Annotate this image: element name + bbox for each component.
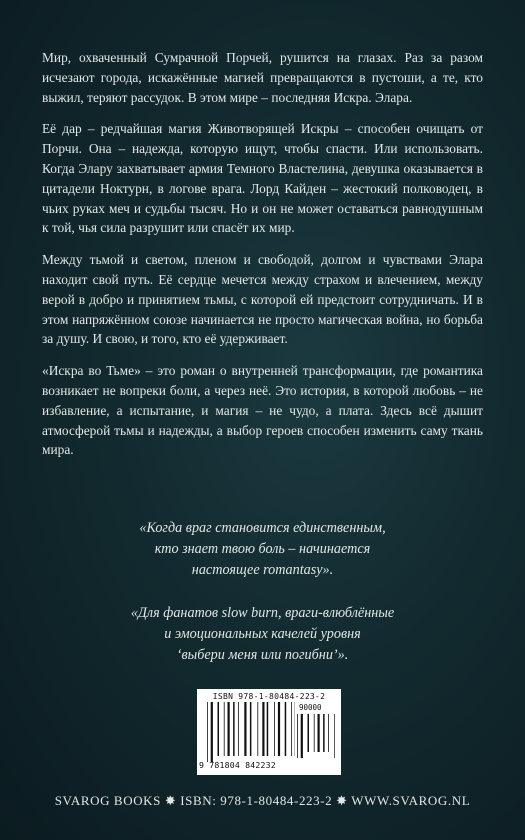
quote-2-line-3: ‘выбери меня или погибни’». [176, 647, 349, 663]
review-quotes [40, 518, 485, 688]
quote-2 [40, 603, 485, 666]
ean-digits: 9 781804 842232 [199, 760, 276, 770]
isbn-barcode [197, 689, 341, 775]
quote-2-line-2: и эмоциональных качелей уровня [164, 626, 361, 642]
description-paragraph-1: Мир, охваченный Сумрачной Порчей, рушится на глазах. Раз за разом исчезают города, искажённые магией превращаются в пустоши, а те, кто выжил, теряют рассудок. В этом мире – последняя Искра. Элара. [42, 50, 483, 105]
quote-1-line-1: «Когда враг становится единственным, [139, 520, 386, 536]
back-cover-description [42, 48, 483, 472]
description-paragraph-2: Её дар – редчайшая магия Животворящей Искры – способен очищать от Порчи. Она – надежда, которую ищут, чтобы спасти. Или использовать. Когда Элару захватывает армия Темного Властелина, девушка оказывается в цитадели Ноктурн, в логове врага. Лорд Кайден – жестокий полководец, в чьих руках меч и судьбы тысяч. Но и он не может оставаться равнодушным к той, чья сила разрушит или спасёт их мир. [42, 121, 483, 236]
addon-barcode-bars [297, 714, 335, 758]
publisher-footer: SVAROG BOOKS ✸ ISBN: 978-1-80484-223-2 ✸ WWW.SVAROG.NL [54, 793, 471, 808]
description-paragraph-4: «Искра во Тьме» – это роман о внутренней трансформации, где романтика возникает не вопреки боли, а через неё. Это история, в которой любовь – не избавление, а испытание, и магия – не чудо, а плата. Здесь всё дышит атмосферой тьмы и надежды, а выбор героев способен изменить саму ткань мира. [42, 363, 483, 458]
quote-1-line-2: кто знает твою боль – начинается [154, 541, 371, 557]
price-code: 90000 [299, 703, 322, 712]
quote-1-line-3: настоящее romantasy». [191, 562, 334, 578]
quote-2-line-1: «Для фанатов slow burn, враги-влюблённые [130, 605, 395, 621]
isbn-label: ISBN 978-1-80484-223-2 [212, 692, 326, 701]
description-paragraph-3: Между тьмой и светом, пленом и свободой, долгом и чувствами Элара находит свой путь. Её сердце мечется между страхом и влечением, между верой в добро и принятием тьмы, с которой ей предстоит сотрудничать. И в этом напряжённом союзе начинается не просто магическая война, но борьба за душу. И свою, и того, кто её удерживает. [42, 252, 483, 347]
quote-1 [40, 518, 485, 581]
ean-barcode-bars [207, 702, 295, 762]
